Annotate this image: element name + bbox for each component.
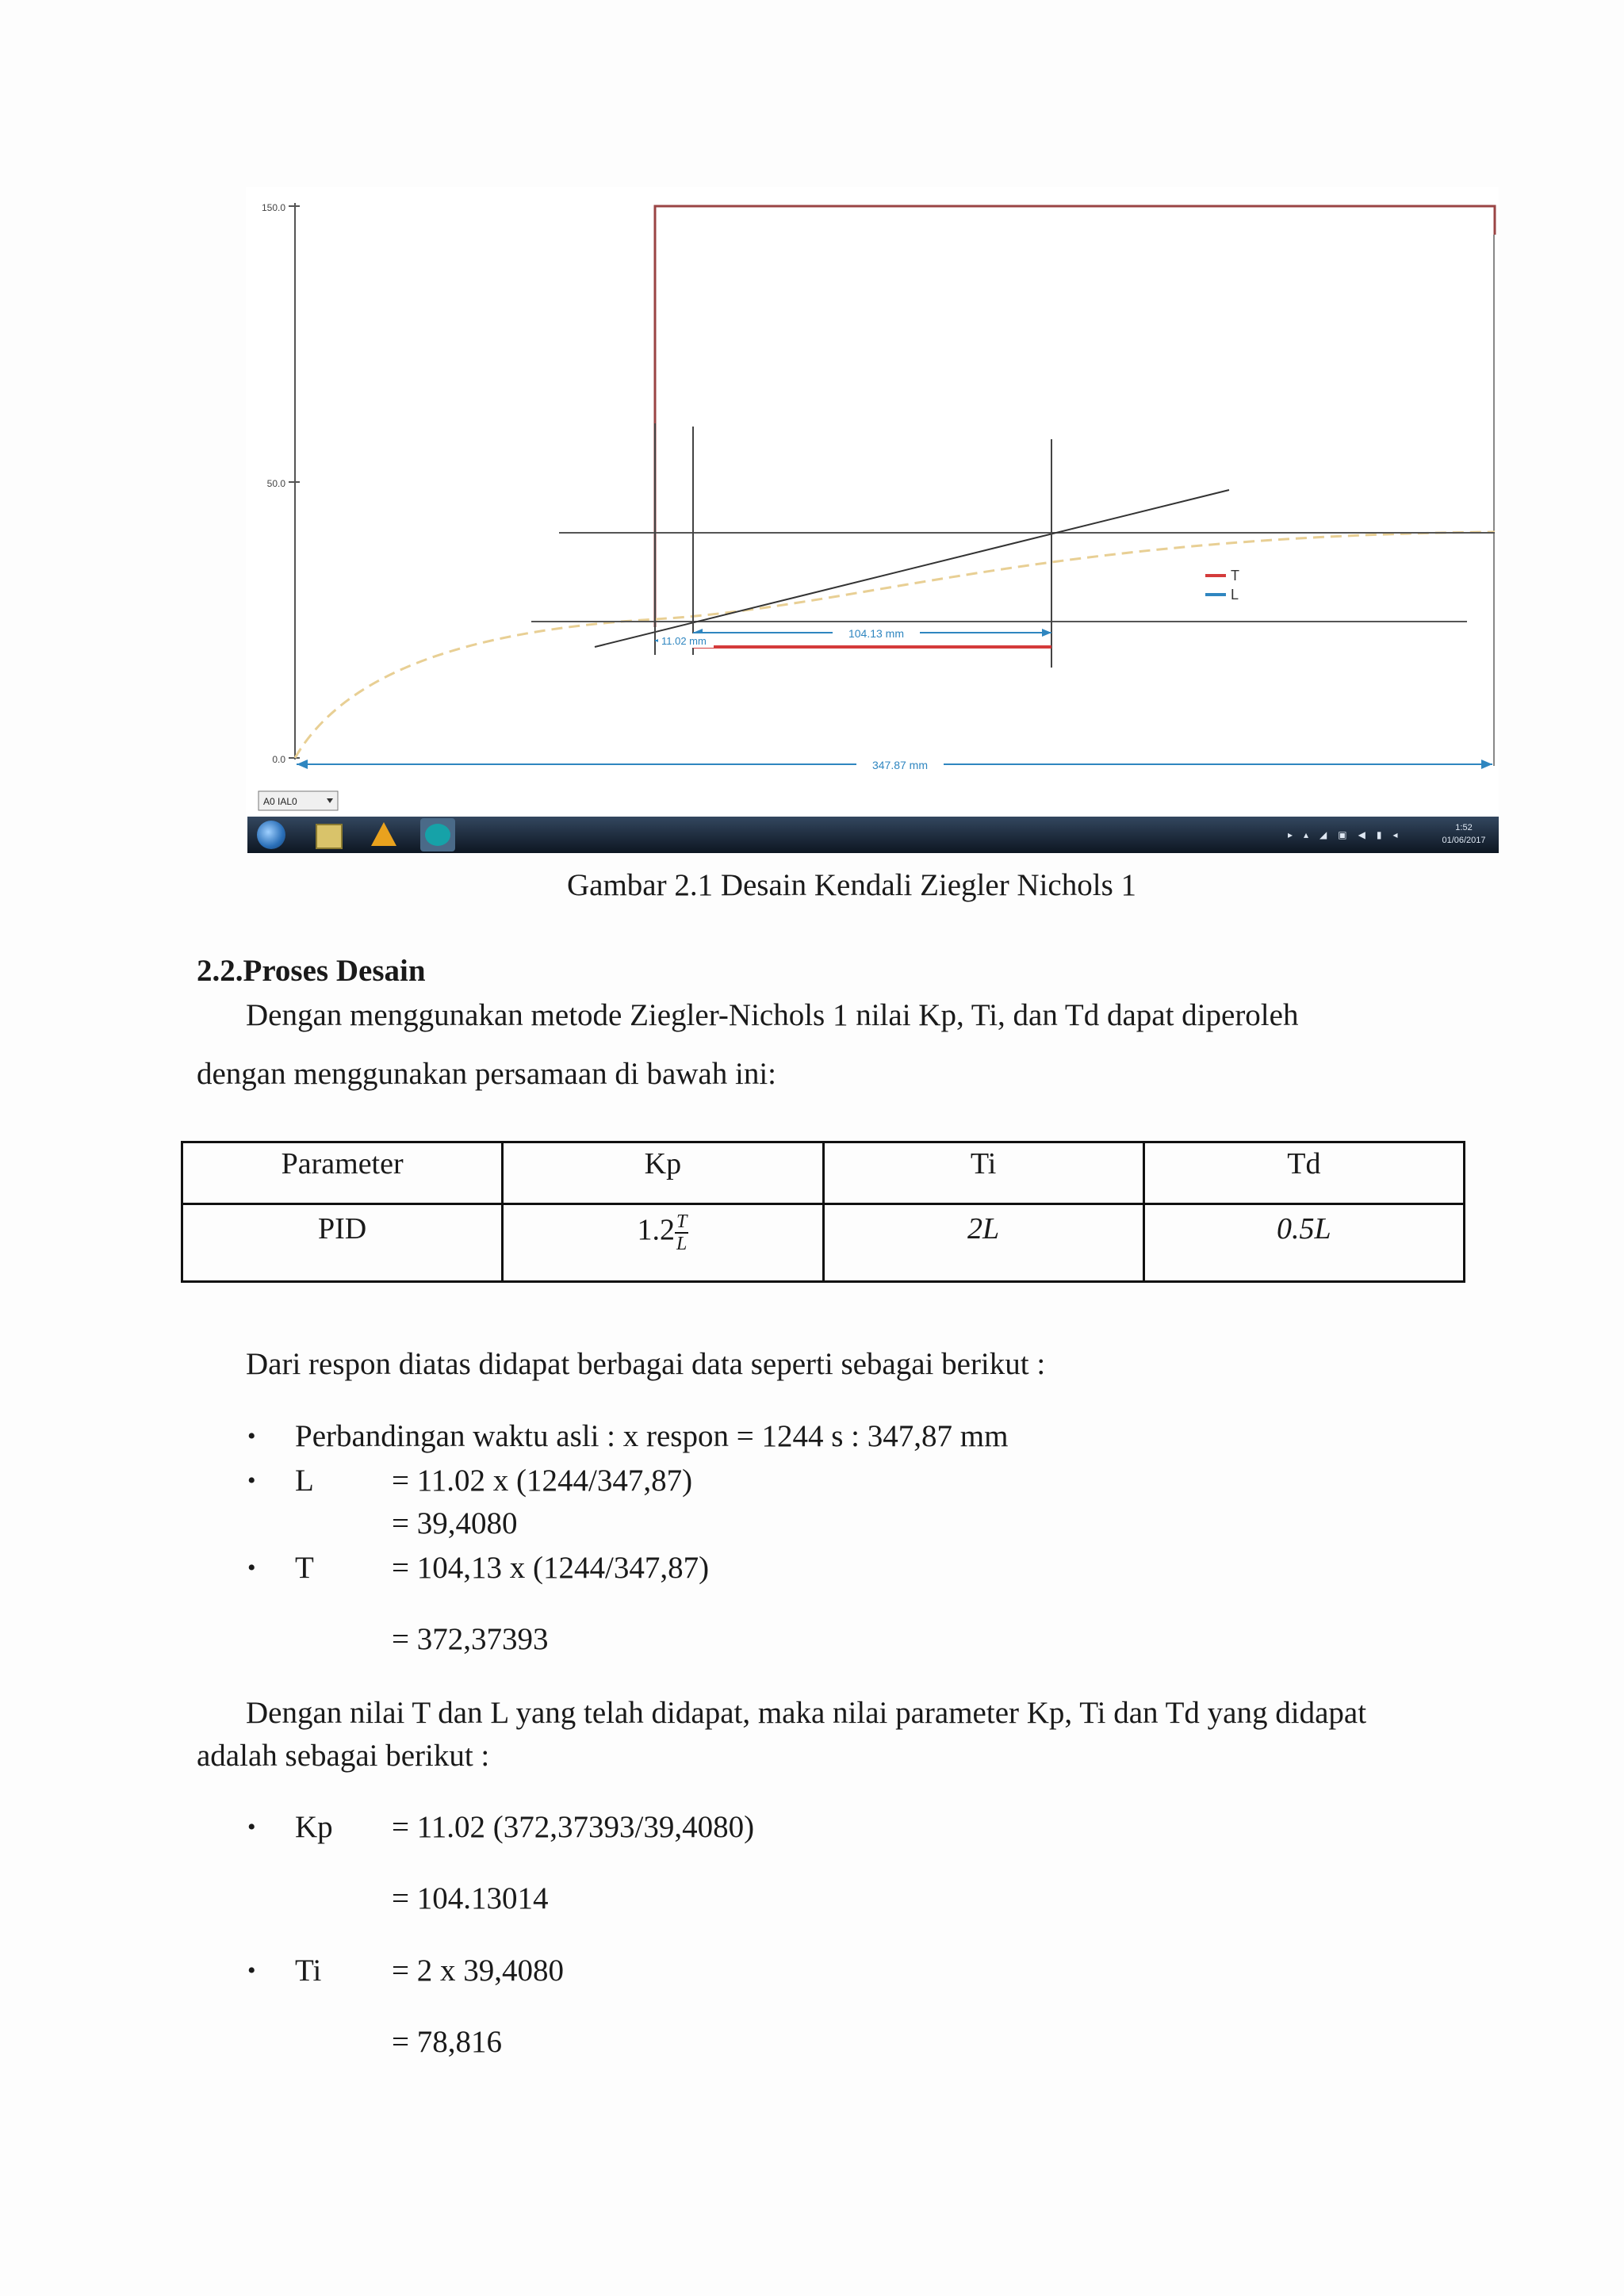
intro-paragraph-line-2: dengan menggunakan persamaan di bawah ini:: [197, 1057, 777, 1091]
dimension-L-label: 11.02 mm: [661, 635, 707, 647]
table-cell-label: PID: [182, 1204, 503, 1282]
arduino-icon[interactable]: [425, 824, 450, 846]
start-orb-icon[interactable]: [257, 821, 285, 849]
L-equation-2: = 39,4080: [392, 1506, 518, 1540]
system-tray-icons[interactable]: ▸▴◢▣◀▮◂: [1288, 829, 1409, 840]
triangle-app-icon[interactable]: [371, 822, 396, 846]
legend-L: L: [1231, 587, 1239, 603]
y-tick-label-50: 50.0: [266, 478, 285, 489]
response-curve: [295, 532, 1495, 758]
step-response-plot: [246, 187, 1499, 853]
Ti-equation-1: = 2 x 39,4080: [392, 1954, 564, 1988]
table-header-cell: Ti: [823, 1142, 1143, 1204]
Kp-equation-1: = 11.02 (372,37393/39,4080): [392, 1810, 755, 1844]
Kp-equation-2: = 104.13014: [392, 1881, 549, 1915]
table-header-cell: Kp: [503, 1142, 823, 1204]
section-heading: 2.2.Proses Desain: [197, 954, 426, 988]
T-equation-2: = 372,37393: [392, 1622, 549, 1656]
table-cell-td: 0.5L: [1143, 1204, 1464, 1282]
Kp-label: Kp: [295, 1810, 333, 1844]
tangent-line: [595, 490, 1229, 647]
table-header-cell: Parameter: [182, 1142, 503, 1204]
calculation-list-2: [0, 1806, 1624, 2059]
kp-fraction: $\frac{T}{L}$: [676, 1211, 688, 1254]
param-intro-line-1: Dengan nilai T dan L yang telah didapat, maka nilai parameter Kp, Ti dan Td yang didapat: [246, 1696, 1367, 1730]
ziegler-nichols-figure: [246, 187, 1499, 853]
y-tick-label-0: 0.0: [272, 754, 285, 765]
T-label: T: [295, 1551, 314, 1585]
figure-caption: Gambar 2.1 Desain Kendali Ziegler Nichols 1: [566, 868, 1137, 902]
bullet: •: [247, 1468, 256, 1494]
bullet: •: [247, 1957, 256, 1984]
respon-intro: Dari respon diatas didapat berbagai data seperti sebagai berikut :: [246, 1347, 1046, 1381]
pid-parameter-table: [181, 1141, 1465, 1283]
taskbar: [247, 817, 1499, 853]
table-cell-kp: 1.2 $\frac{T}{L}$: [503, 1204, 823, 1282]
table-row: [182, 1204, 1465, 1282]
y-tick-label-150: 150.0: [261, 202, 285, 213]
calculation-list-1-T: [0, 1547, 1624, 1656]
legend-T: T: [1231, 568, 1239, 584]
table-header-row: [182, 1142, 1465, 1204]
step-input-line: [655, 206, 1495, 627]
T-equation-1: = 104,13 x (1244/347,87): [392, 1551, 710, 1585]
dimension-T-label: 104.13 mm: [848, 627, 905, 640]
ratio-text: Perbandingan waktu asli : x respon = 1244 s : 347,87 mm: [295, 1419, 1009, 1453]
Ti-label: Ti: [295, 1954, 322, 1988]
dimension-total-label: 347.87 mm: [871, 759, 929, 771]
param-intro-line-2: adalah sebagai berikut :: [197, 1739, 490, 1773]
bullet: •: [247, 1814, 256, 1840]
L-equation-1: = 11.02 x (1244/347,87): [392, 1464, 693, 1498]
bullet: •: [247, 1555, 256, 1581]
intro-paragraph-line-1: Dengan menggunakan metode Ziegler-Nichols 1 nilai Kp, Ti, dan Td dapat diperoleh: [246, 998, 1299, 1032]
svg-text:A0 IAL0: A0 IAL0: [263, 796, 297, 807]
L-label: L: [295, 1464, 314, 1498]
table-header-cell: Td: [1143, 1142, 1464, 1204]
table-cell-ti: 2L: [823, 1204, 1143, 1282]
bullet: •: [247, 1423, 256, 1449]
notepad-icon[interactable]: [316, 824, 343, 849]
tray-clock[interactable]: 1:52 01/06/2017: [1442, 823, 1486, 845]
Ti-equation-2: = 78,816: [392, 2025, 502, 2059]
calculation-list-1: [0, 1415, 1624, 1558]
